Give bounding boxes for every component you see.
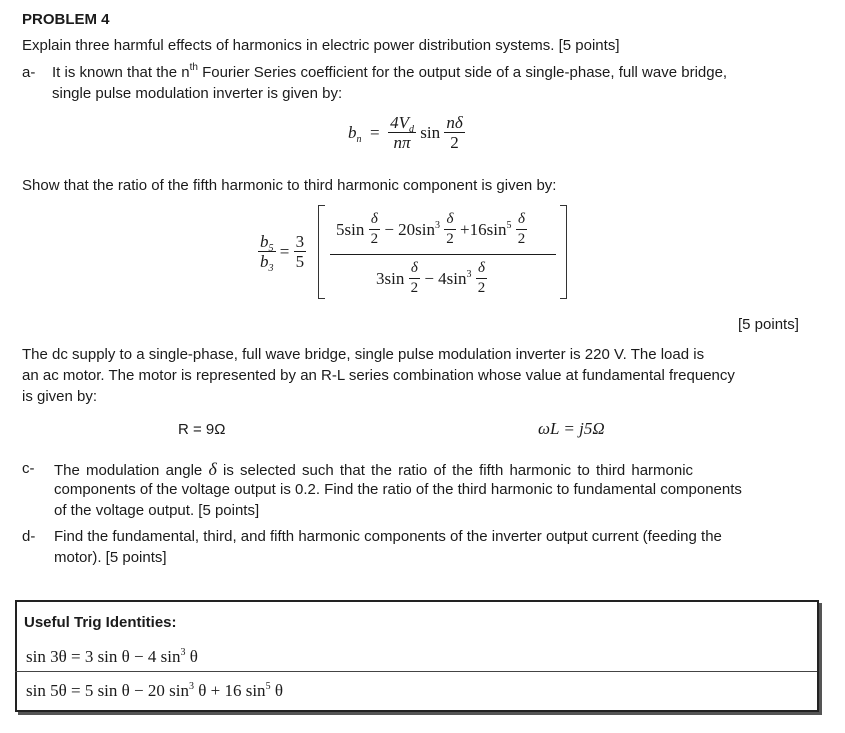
trig-identity-sin5: sin 5θ = 5 sin θ − 20 $\sin^3 \theta + 16$ $\sin^5 \theta$	[26, 681, 283, 700]
left-bracket	[318, 205, 325, 299]
part-a-label: a-	[22, 64, 36, 81]
part-d-line1: Find the fundamental, third, and fifth harmonic components of the inverter output current (feeding the	[54, 528, 722, 545]
dc-line2: an ac motor. The motor is represented by an R-L series combination whose value at fundamental frequency	[22, 367, 735, 384]
trig-identity-sin3: sin 3θ = 3 sin θ − 4 $\sin^3 \theta$	[26, 647, 198, 666]
dc-line1: The dc supply to a single-phase, full wave bridge, single pulse modulation inverter is 220 V. The load is	[22, 346, 705, 363]
part-c-line1: The modulation angle δ is selected such that the ratio of the fifth harmonic to third harmonic	[54, 459, 694, 479]
part-a-line1: It is known that the $n^{th}$ Fourier Series coefficient for the output side of a single-phase, full wave bridge,	[52, 62, 728, 81]
right-bracket	[560, 205, 567, 299]
resistance-value: R = 9Ω	[178, 421, 226, 438]
ratio-denominator: 3sin $\frac{\delta}{2}$ − $4\sin^3$ $\frac{\delta}{2}$	[376, 260, 486, 296]
bn-equation: $b_n$ = $\frac{4V_d}{n\pi}$ sin $\frac{n\delta}{2}$	[348, 113, 463, 152]
part-c-line3: of the voltage output. [5 points]	[54, 502, 260, 519]
part-d-line2: motor). [5 points]	[54, 549, 167, 566]
part-c-line2: components of the voltage output is 0.2. Find the ratio of the third harmonic to fundamental components	[54, 481, 742, 498]
trig-box-title: Useful Trig Identities:	[24, 614, 177, 631]
show-ratio-text: Show that the ratio of the fifth harmonic to third harmonic component is given by:	[22, 177, 557, 194]
ratio-numerator: 5sin $\frac{\delta}{2}$ − $20\sin^3$ $\frac{\delta}{2}$ $+16\sin^5$ $\frac{\delta}{2}$	[336, 211, 526, 247]
problem-title: PROBLEM 4	[22, 11, 110, 28]
part-a-line2: single pulse modulation inverter is given by:	[52, 85, 343, 102]
reactance-value: ωL = j5Ω	[538, 419, 605, 438]
ratio-points: [5 points]	[738, 316, 799, 333]
problem-intro: Explain three harmful effects of harmonics in electric power distribution systems. [5 points]	[22, 37, 620, 54]
dc-line3: is given by:	[22, 388, 98, 405]
ratio-fraction-bar	[330, 254, 556, 255]
part-d-label: d-	[22, 528, 36, 545]
part-c-label: c-	[22, 460, 35, 477]
ratio-lhs: $\frac{b_5}{b_3}$ = $\frac{3}{5}$	[260, 232, 305, 274]
trig-box-divider	[15, 671, 817, 672]
